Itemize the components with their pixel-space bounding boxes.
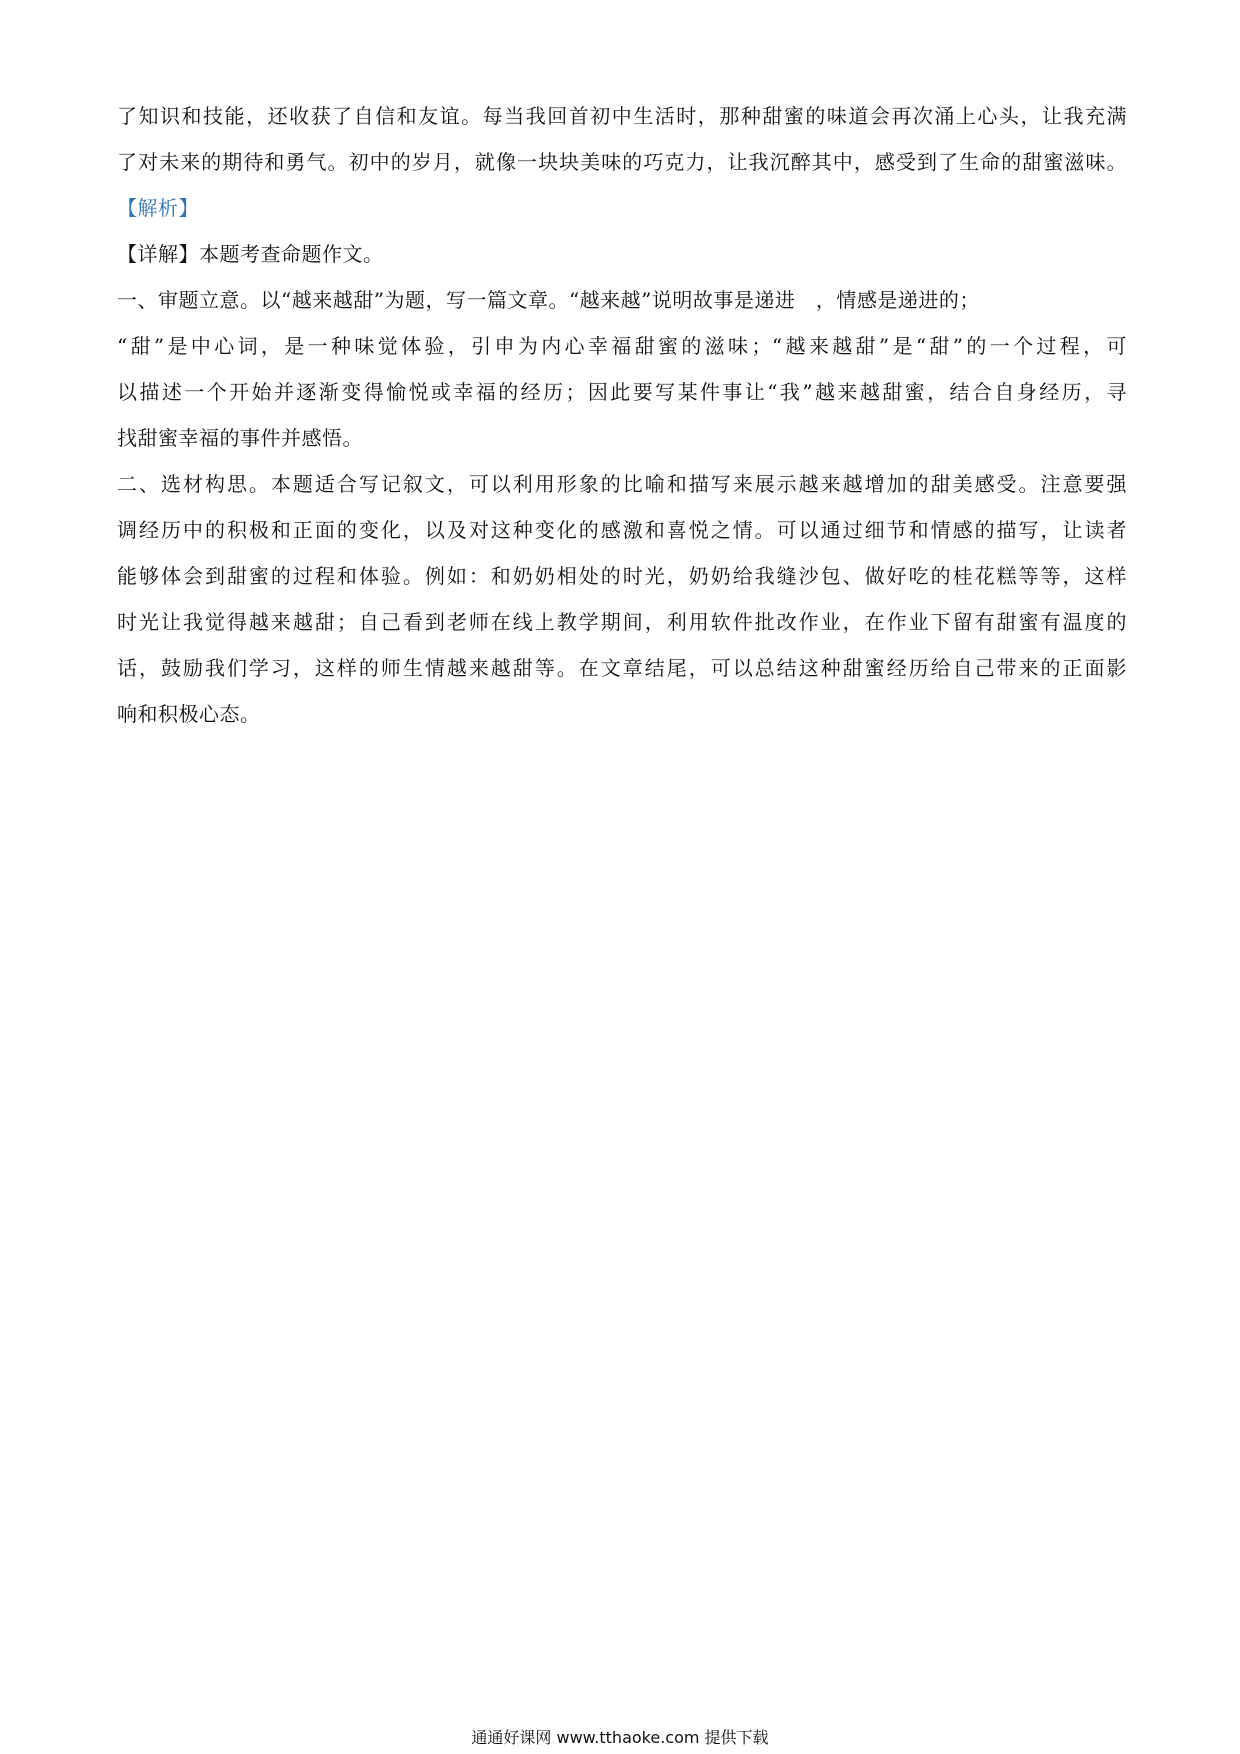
analysis-line-6: 调经历中的积极和正面的变化，以及对这种变化的感激和喜悦之情。可以通过细节和情感的描写，让读者 xyxy=(117,518,1127,542)
analysis-line-1: 一、审题立意。以“越来越甜”为题，写一篇文章。“越来越”说明故事是递进 ，情感是递进的； xyxy=(117,288,980,312)
essay-line-2: 了对未来的期待和勇气。初中的岁月，就像一块块美味的巧克力，让我沉醉其中，感受到了生命的甜蜜滋味。 xyxy=(117,150,1127,174)
document-body xyxy=(117,101,1127,745)
analysis-line-4: 找甜蜜幸福的事件并感悟。 xyxy=(117,426,363,450)
analysis-line-10: 响和积极心态。 xyxy=(117,702,261,726)
analysis-heading: 【解析】 xyxy=(117,196,199,220)
analysis-line-5: 二、选材构思。本题适合写记叙文，可以利用形象的比喻和描写来展示越来越增加的甜美感受。注意要强 xyxy=(117,472,1127,496)
analysis-line-9: 话，鼓励我们学习，这样的师生情越来越甜等。在文章结尾，可以总结这种甜蜜经历给自己带来的正面影 xyxy=(117,656,1127,680)
essay-line-1: 了知识和技能，还收获了自信和友谊。每当我回首初中生活时，那种甜蜜的味道会再次涌上心头，让我充满 xyxy=(117,104,1127,128)
footer-watermark: 通通好课网 www.tthaoke.com 提供下载 xyxy=(471,1728,769,1747)
analysis-line-8: 时光让我觉得越来越甜；自己看到老师在线上教学期间，利用软件批改作业，在作业下留有甜蜜有温度的 xyxy=(117,610,1127,634)
analysis-line-7: 能够体会到甜蜜的过程和体验。例如：和奶奶相处的时光，奶奶给我缝沙包、做好吃的桂花糕等等，这样 xyxy=(117,564,1127,588)
detail-heading: 【详解】本题考查命题作文。 xyxy=(117,242,384,266)
analysis-line-2: “甜”是中心词，是一种味觉体验，引申为内心幸福甜蜜的滋味；“越来越甜”是“甜”的一个过程，可 xyxy=(117,334,1127,358)
analysis-line-3: 以描述一个开始并逐渐变得愉悦或幸福的经历；因此要写某件事让“我”越来越甜蜜，结合自身经历，寻 xyxy=(117,380,1127,404)
